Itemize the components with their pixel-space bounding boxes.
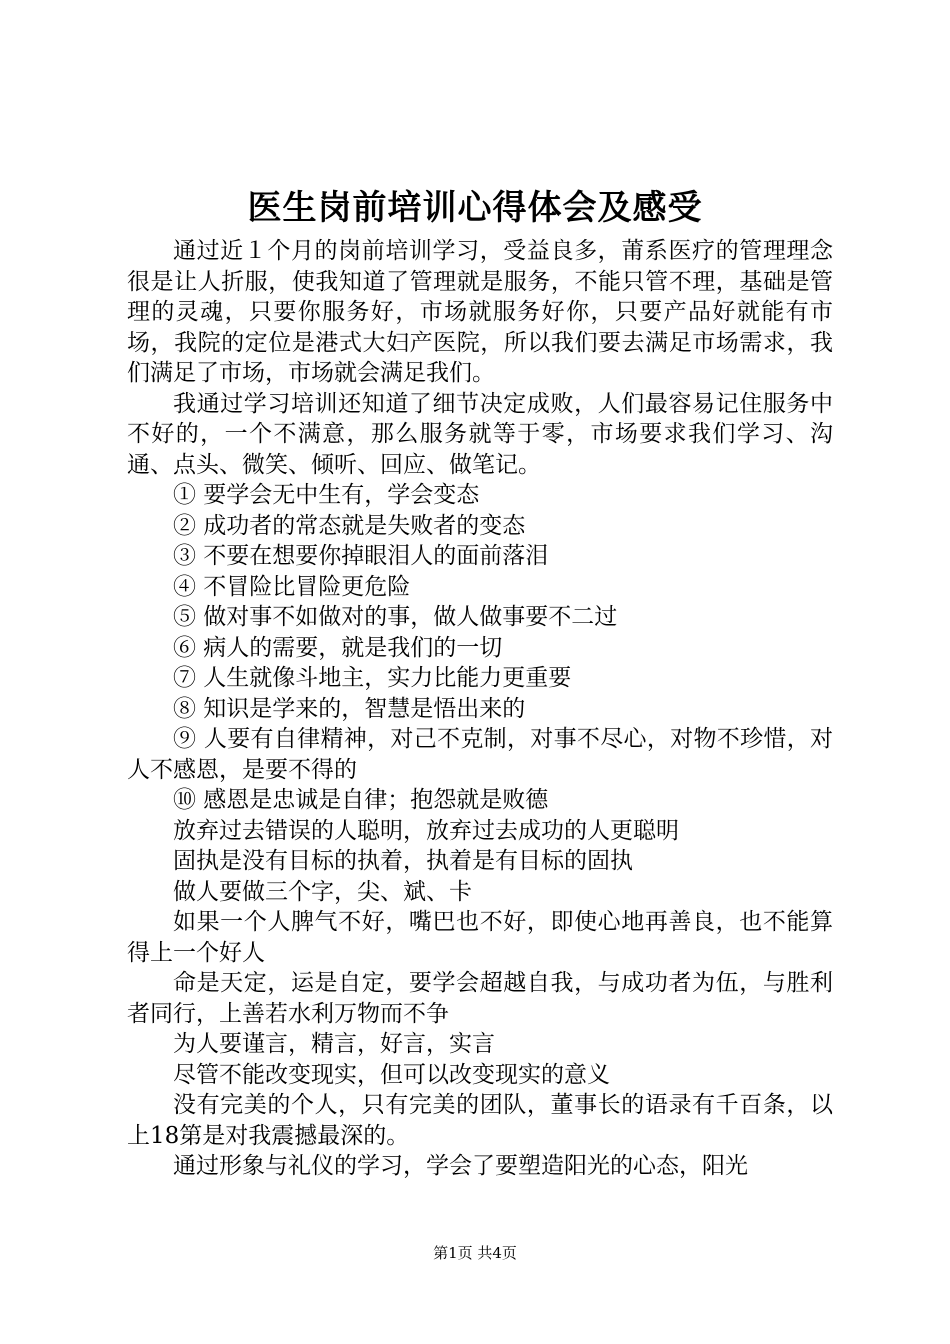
paragraph: 没有完美的个人，只有完美的团队，董事长的语录有千百条，以上18第是对我震撼最深的。 [127, 1092, 833, 1149]
list-item: ⑨ 人要有自律精神，对己不克制，对事不尽心，对物不珍惜，对人不感恩，是要不得的 [127, 726, 833, 783]
paragraph: 尽管不能改变现实，但可以改变现实的意义 [173, 1061, 610, 1088]
page-footer: 第1页 共4页 [433, 1244, 517, 1262]
document-title: 医生岗前培训心得体会及感受 [247, 188, 703, 228]
list-item: ⑩ 感恩是忠诚是自律；抱怨就是败德 [173, 787, 549, 813]
paragraph: 放弃过去错误的人聪明，放弃过去成功的人更聪明 [173, 817, 679, 844]
list-item: ② 成功者的常态就是失败者的变态 [173, 512, 526, 539]
list-item: ⑤ 做对事不如做对的事，做人做事要不二过 [173, 604, 618, 630]
paragraph: 固执是没有目标的执着，执着是有目标的固执 [173, 848, 633, 874]
list-item: ③ 不要在想要你掉眼泪人的面前落泪 [173, 543, 549, 569]
list-item: ⑥ 病人的需要，就是我们的一切 [173, 634, 503, 661]
paragraph: 通过近１个月的岗前培训学习，受益良多，莆系医疗的管理理念很是让人折服，使我知道了管理就是服务，不能只管不理，基础是管理的灵魂，只要你服务好，市场就服务好你，只要产品好就能有市场，我院的定位是港式大妇产医院，所以我们要去满足市场需求，我们满足了市场，市场就会满足我们。 [127, 238, 833, 386]
paragraph: 命是天定，运是自定，要学会超越自我，与成功者为伍，与胜利者同行，上善若水利万物而不争 [127, 970, 833, 1027]
list-item: ① 要学会无中生有，学会变态 [173, 482, 480, 508]
list-item: ⑧ 知识是学来的，智慧是悟出来的 [173, 695, 526, 722]
paragraph: 做人要做三个字，尖、斌、卡 [173, 878, 472, 905]
paragraph: 我通过学习培训还知道了细节决定成败，人们最容易记住服务中不好的，一个不满意，那么服务就等于零，市场要求我们学习、沟通、点头、微笑、倾听、回应、做笔记。 [127, 390, 833, 478]
paragraph: 为人要谨言，精言，好言，实言 [173, 1031, 495, 1057]
document-body [127, 236, 833, 1182]
list-item: ④ 不冒险比冒险更危险 [173, 573, 411, 600]
list-item: ⑦ 人生就像斗地主，实力比能力更重要 [173, 665, 572, 691]
paragraph: 如果一个人脾气不好，嘴巴也不好，即使心地再善良，也不能算得上一个好人 [127, 909, 833, 966]
paragraph: 通过形象与礼仪的学习，学会了要塑造阳光的心态，阳光 [173, 1153, 748, 1179]
